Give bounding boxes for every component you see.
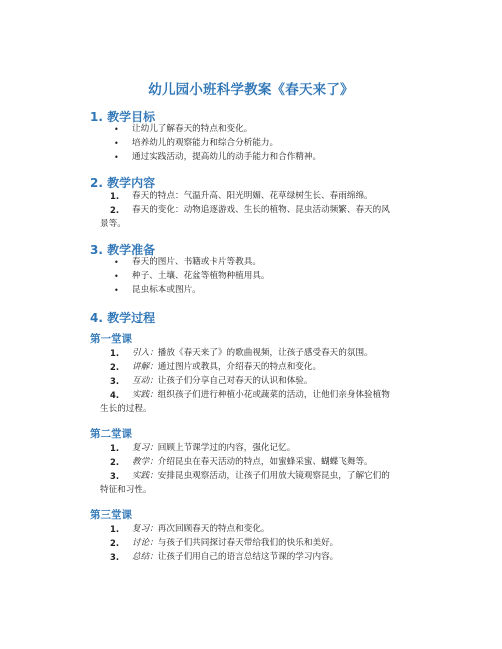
list-number: 2. [110, 205, 120, 215]
item-label: 实践： [132, 390, 158, 400]
subsection-heading-lesson2: 第二堂课 [90, 428, 132, 440]
item-label: 复习： [132, 524, 158, 534]
list-number: 4. [110, 390, 120, 400]
subsection-heading-lesson1: 第一堂课 [90, 333, 132, 345]
item-label: 总结： [132, 552, 158, 562]
item-label: 教学： [132, 457, 158, 467]
section-heading-content: 2. 教学内容 [90, 176, 156, 190]
bullet-icon: • [114, 286, 119, 295]
list-number: 1. [110, 348, 120, 358]
item-label: 实践： [132, 471, 158, 481]
list-number: 1. [110, 191, 120, 201]
item-label: 互动： [132, 376, 158, 386]
bullet-icon: • [114, 125, 119, 134]
bullet-icon: • [114, 272, 119, 281]
list-number: 2. [110, 457, 120, 467]
list-number: 1. [110, 524, 120, 534]
section-heading-prep: 3. 教学准备 [90, 243, 156, 257]
list-number: 2. [110, 362, 120, 372]
list-number: 3. [110, 376, 120, 386]
list-number: 3. [110, 471, 120, 481]
section-heading-process: 4. 教学过程 [90, 311, 156, 325]
item-label: 讨论： [132, 538, 158, 548]
bullet-icon: • [114, 153, 119, 162]
document-page: 幼儿园小班科学教案《春天来了》 1. 教学目标 • 让幼儿了解春天的特点和变化。 • 培养幼儿的观察能力和综合分析能力。 • 通过实践活动，提高幼儿的动手能力和合作精神。 2. 教学内容 1. 春天的特点：气温升高、阳光明媚、花草绿树生长、春雨绵绵。 2. 春天的变化：动物追逐游戏、生长的植物、昆虫活动频繁、春天的风 景等。 3. 教学准备 • 春天的图片、书籍或卡片等教具。 • 种子、土壤、花盆等植物种植用具。 • 昆虫标本或图片。 4. 教学过程 第一堂课 1. 引入：播放《春天来了》的歌曲视频，让孩子感受春天的氛围。 2. 讲解：通过图片或教具，介绍春天的特点和变化。 3. 互动：让孩子们分享自己对春天的认识和体验。 4. 实践：组织孩子们进行种植小花或蔬菜的活动，让他们亲身体验植物 生长的过程。 第二堂课 1. 复习：回顾上节课学过的内容，强化记忆。 2. 教学：介绍昆虫在春天活动的特点，如蜜蜂采蜜、蝴蝶飞舞等。 3. 实践：安排昆虫观察活动，让孩子们用放大镜观察昆虫，了解它们的 特征和习性。 第三堂课 1. 复习：再次回顾春天的特点和变化。 2. 讨论：与孩子们共同探讨春天带给我们的快乐和美好。 3. 总结：让孩子们用自己的语言总结这节课的学习内容。 [0, 0, 502, 649]
subsection-heading-lesson3: 第三堂课 [90, 509, 132, 521]
item-label: 复习： [132, 443, 158, 453]
item-label: 讲解： [132, 362, 158, 372]
bullet-icon: • [114, 258, 119, 267]
list-number: 3. [110, 552, 120, 562]
section-heading-goals: 1. 教学目标 [90, 110, 156, 124]
document-title: 幼儿园小班科学教案《春天来了》 [148, 82, 354, 98]
bullet-icon: • [114, 139, 119, 148]
item-label: 引入： [132, 348, 158, 358]
list-number: 2. [110, 538, 120, 548]
list-number: 1. [110, 443, 120, 453]
